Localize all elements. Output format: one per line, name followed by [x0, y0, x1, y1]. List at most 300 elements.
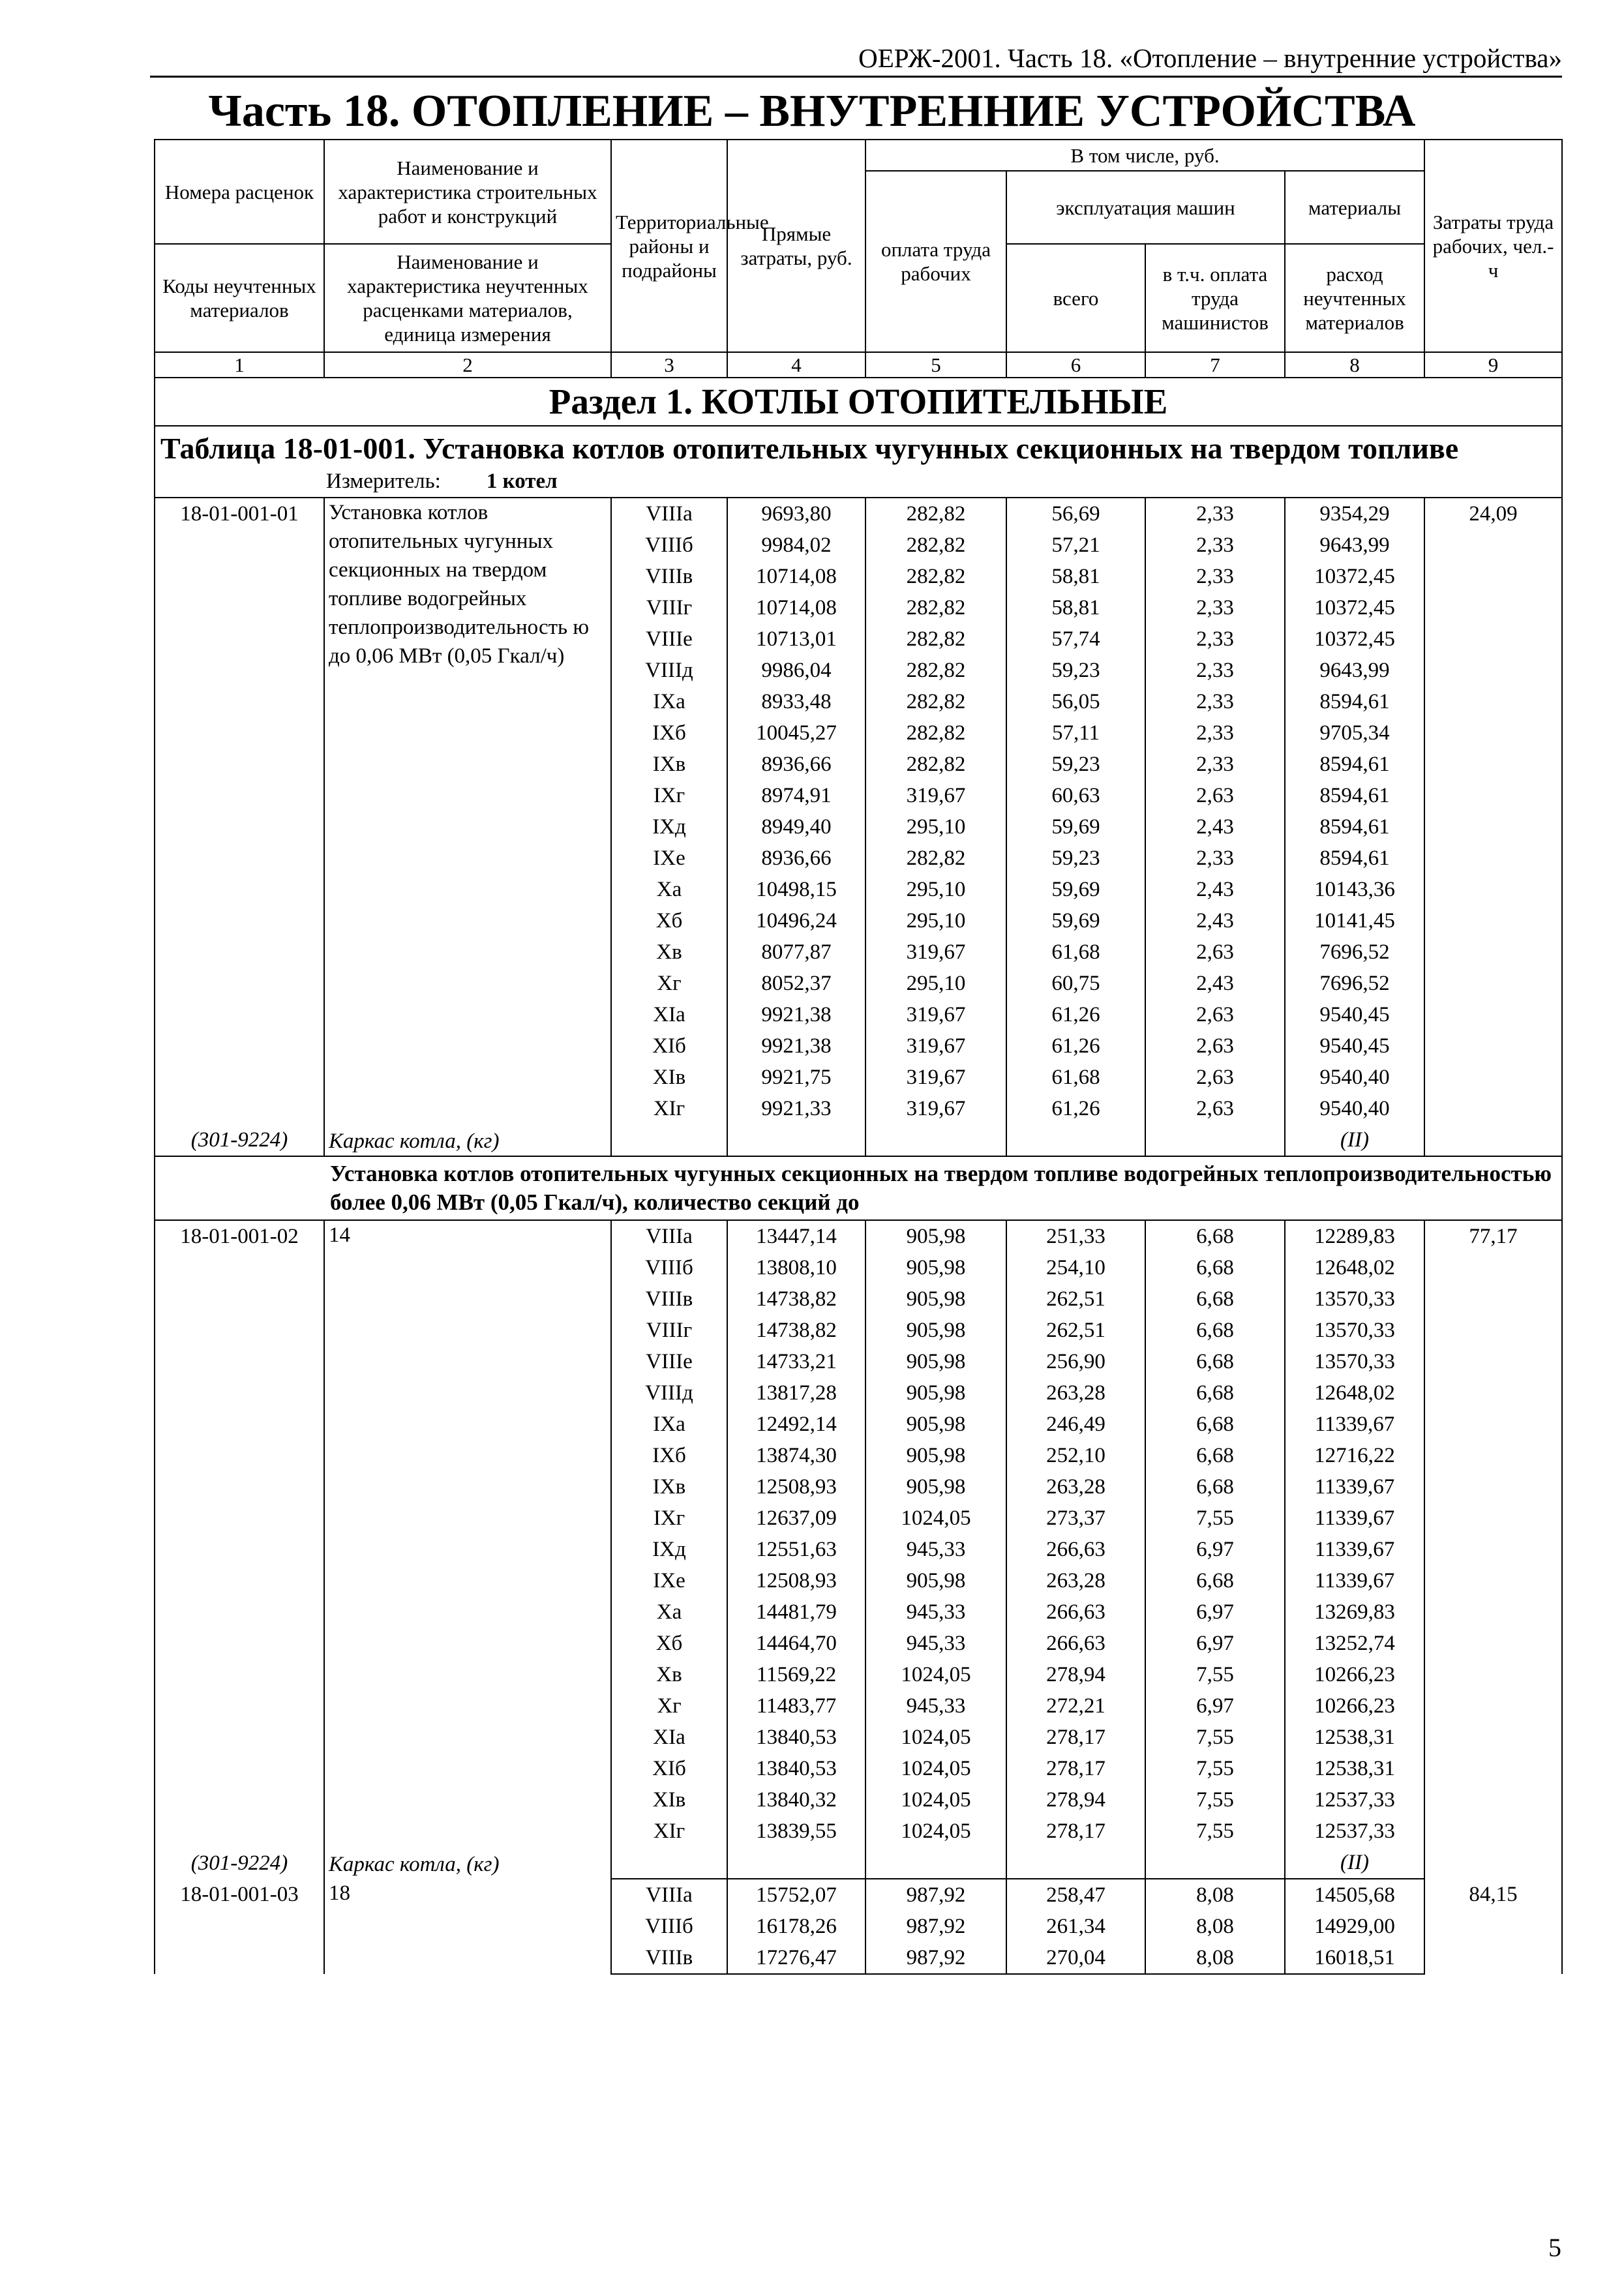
material-name: Каркас котла, (кг) — [329, 1130, 500, 1153]
machinist-pay-cell: 2,63 — [1145, 1062, 1285, 1093]
direct-costs-cell: 14738,82 — [727, 1315, 865, 1346]
table-row — [155, 1879, 1562, 1911]
header-col6: всего — [1006, 244, 1145, 352]
machinist-pay-cell: 6,68 — [1145, 1220, 1285, 1252]
header-incl: В том числе, руб. — [865, 140, 1424, 171]
territory-cell: IXа — [611, 686, 727, 717]
territory-cell — [611, 1124, 727, 1156]
worker-pay-cell: 905,98 — [865, 1471, 1006, 1503]
material-quantity: (II) — [1285, 1847, 1424, 1879]
header-col8: расход неучтенных материалов — [1285, 244, 1424, 352]
territory-cell: VIIIе — [611, 623, 727, 655]
worker-pay-cell: 282,82 — [865, 655, 1006, 686]
direct-costs-cell: 9986,04 — [727, 655, 865, 686]
machines-total-cell: 266,63 — [1006, 1628, 1145, 1659]
materials-cell: 10372,45 — [1285, 592, 1424, 623]
col-number: 8 — [1285, 352, 1424, 378]
header-col5: оплата труда рабочих — [865, 171, 1006, 352]
worker-pay-cell: 282,82 — [865, 717, 1006, 749]
direct-costs-cell: 10714,08 — [727, 561, 865, 592]
worker-pay-cell: 1024,05 — [865, 1722, 1006, 1753]
machines-total-cell: 59,69 — [1006, 811, 1145, 843]
territory-cell: VIIIг — [611, 592, 727, 623]
rates-table — [154, 139, 1563, 1975]
materials-cell: 9705,34 — [1285, 717, 1424, 749]
measure-label: Измеритель: — [326, 470, 441, 493]
machines-total-cell: 258,47 — [1006, 1879, 1145, 1911]
territory-cell: XIв — [611, 1062, 727, 1093]
direct-costs-cell: 16178,26 — [727, 1911, 865, 1942]
direct-costs-cell: 8949,40 — [727, 811, 865, 843]
worker-pay-cell: 905,98 — [865, 1409, 1006, 1440]
materials-cell: 9540,45 — [1285, 1030, 1424, 1062]
machinist-pay-cell: 6,68 — [1145, 1315, 1285, 1346]
machinist-pay-cell: 6,68 — [1145, 1409, 1285, 1440]
machines-total-cell: 278,17 — [1006, 1722, 1145, 1753]
worker-pay-cell: 1024,05 — [865, 1816, 1006, 1847]
machinist-pay-cell: 2,33 — [1145, 655, 1285, 686]
territory-cell: VIIIг — [611, 1315, 727, 1346]
worker-pay-cell: 945,33 — [865, 1534, 1006, 1565]
table-row — [155, 1220, 1562, 1252]
machinist-pay-cell: 7,55 — [1145, 1784, 1285, 1816]
worker-pay-cell: 945,33 — [865, 1628, 1006, 1659]
direct-costs-cell: 9693,80 — [727, 498, 865, 530]
measure-row — [155, 466, 1562, 498]
worker-pay-cell: 945,33 — [865, 1596, 1006, 1628]
worker-pay-cell: 905,98 — [865, 1346, 1006, 1377]
machines-total-cell: 278,17 — [1006, 1816, 1145, 1847]
worker-pay-cell: 282,82 — [865, 749, 1006, 780]
territory-cell: VIIIв — [611, 1283, 727, 1315]
machines-total-cell: 256,90 — [1006, 1346, 1145, 1377]
machinist-pay-cell: 7,55 — [1145, 1659, 1285, 1690]
direct-costs-cell: 13839,55 — [727, 1816, 865, 1847]
worker-pay-cell: 987,92 — [865, 1911, 1006, 1942]
rate-description — [324, 498, 611, 1156]
materials-cell: 9643,99 — [1285, 655, 1424, 686]
worker-pay-cell: 282,82 — [865, 561, 1006, 592]
machinist-pay-cell: 6,68 — [1145, 1252, 1285, 1283]
col-number: 4 — [727, 352, 865, 378]
worker-pay-cell: 1024,05 — [865, 1503, 1006, 1534]
direct-costs-cell: 14738,82 — [727, 1283, 865, 1315]
direct-costs-cell: 13840,32 — [727, 1784, 865, 1816]
machinist-pay-cell: 2,33 — [1145, 749, 1285, 780]
header-col9: Затраты труда рабочих, чел.-ч — [1424, 140, 1562, 352]
territory-cell: VIIIе — [611, 1346, 727, 1377]
direct-costs-cell: 12508,93 — [727, 1565, 865, 1596]
worker-pay-cell — [865, 1124, 1006, 1156]
rate-code — [155, 1220, 324, 1879]
machines-total-cell: 263,28 — [1006, 1565, 1145, 1596]
header-col1-bottom: Коды неучтенных материалов — [155, 244, 324, 352]
materials-cell: 9540,40 — [1285, 1093, 1424, 1124]
materials-cell: 9540,45 — [1285, 999, 1424, 1030]
worker-pay-cell: 319,67 — [865, 780, 1006, 811]
machinist-pay-cell: 2,43 — [1145, 968, 1285, 999]
direct-costs-cell: 13874,30 — [727, 1440, 865, 1471]
table-body — [155, 378, 1562, 1974]
worker-pay-cell: 319,67 — [865, 1062, 1006, 1093]
materials-cell: 11339,67 — [1285, 1565, 1424, 1596]
machinist-pay-cell: 2,63 — [1145, 780, 1285, 811]
direct-costs-cell: 9921,33 — [727, 1093, 865, 1124]
machinist-pay-cell: 8,08 — [1145, 1911, 1285, 1942]
measure-value: 1 котел — [486, 470, 558, 493]
worker-pay-cell: 905,98 — [865, 1220, 1006, 1252]
machines-total-cell: 60,63 — [1006, 780, 1145, 811]
col-number: 9 — [1424, 352, 1562, 378]
machinist-pay-cell: 2,63 — [1145, 1093, 1285, 1124]
machinist-pay-cell: 2,33 — [1145, 592, 1285, 623]
territory-cell: IXе — [611, 1565, 727, 1596]
direct-costs-cell: 10045,27 — [727, 717, 865, 749]
direct-costs-cell: 13840,53 — [727, 1722, 865, 1753]
direct-costs-cell: 9921,38 — [727, 999, 865, 1030]
materials-cell: 12716,22 — [1285, 1440, 1424, 1471]
machinist-pay-cell: 2,33 — [1145, 498, 1285, 530]
machinist-pay-cell: 6,97 — [1145, 1596, 1285, 1628]
territory-cell: IXг — [611, 1503, 727, 1534]
territory-cell: IXг — [611, 780, 727, 811]
materials-cell: 10141,45 — [1285, 905, 1424, 936]
direct-costs-cell: 11569,22 — [727, 1659, 865, 1690]
rate-code — [155, 498, 324, 1156]
machinist-pay-cell: 7,55 — [1145, 1722, 1285, 1753]
territory-cell: Xг — [611, 1690, 727, 1722]
worker-pay-cell: 295,10 — [865, 874, 1006, 905]
materials-cell: 12538,31 — [1285, 1753, 1424, 1784]
territory-cell: XIб — [611, 1753, 727, 1784]
machines-total-cell: 60,75 — [1006, 968, 1145, 999]
rate-code-text: 18-01-001-02 — [180, 1225, 299, 1248]
worker-pay-cell: 295,10 — [865, 811, 1006, 843]
worker-pay-cell: 987,92 — [865, 1942, 1006, 1974]
materials-cell: 12648,02 — [1285, 1252, 1424, 1283]
worker-pay-cell: 905,98 — [865, 1440, 1006, 1471]
materials-cell: 12537,33 — [1285, 1784, 1424, 1816]
direct-costs-cell: 13808,10 — [727, 1252, 865, 1283]
machinist-pay-cell: 6,97 — [1145, 1690, 1285, 1722]
machines-total-cell: 59,23 — [1006, 843, 1145, 874]
machinist-pay-cell: 6,68 — [1145, 1283, 1285, 1315]
direct-costs-cell — [727, 1124, 865, 1156]
direct-costs-cell: 12551,63 — [727, 1534, 865, 1565]
machines-total-cell: 270,04 — [1006, 1942, 1145, 1974]
direct-costs-cell: 10496,24 — [727, 905, 865, 936]
worker-pay-cell: 1024,05 — [865, 1659, 1006, 1690]
territory-cell: XIв — [611, 1784, 727, 1816]
direct-costs-cell: 8933,48 — [727, 686, 865, 717]
rate-code-text: 18-01-001-01 — [180, 502, 299, 526]
materials-cell: 11339,67 — [1285, 1534, 1424, 1565]
territory-cell: VIIIа — [611, 1879, 727, 1911]
territory-cell: IXв — [611, 1471, 727, 1503]
direct-costs-cell: 9984,02 — [727, 530, 865, 561]
territory-cell: XIа — [611, 999, 727, 1030]
direct-costs-cell: 14481,79 — [727, 1596, 865, 1628]
table-header — [155, 140, 1562, 378]
machinist-pay-cell — [1145, 1847, 1285, 1879]
header-col4: Прямые затраты, руб. — [727, 140, 865, 352]
rate-description: 18 — [324, 1879, 611, 1974]
materials-cell: 8594,61 — [1285, 843, 1424, 874]
direct-costs-cell: 8077,87 — [727, 936, 865, 968]
materials-cell: 9540,40 — [1285, 1062, 1424, 1093]
direct-costs-cell: 12637,09 — [727, 1503, 865, 1534]
machines-total-cell — [1006, 1124, 1145, 1156]
material-name: Каркас котла, (кг) — [329, 1853, 500, 1876]
machinist-pay-cell: 2,43 — [1145, 811, 1285, 843]
machinist-pay-cell: 6,68 — [1145, 1440, 1285, 1471]
direct-costs-cell: 8936,66 — [727, 843, 865, 874]
worker-pay-cell: 319,67 — [865, 1030, 1006, 1062]
machines-total-cell: 56,69 — [1006, 498, 1145, 530]
territory-cell: Xа — [611, 1596, 727, 1628]
materials-cell: 11339,67 — [1285, 1503, 1424, 1534]
territory-cell: VIIIб — [611, 530, 727, 561]
col-number: 5 — [865, 352, 1006, 378]
territory-cell: IXб — [611, 1440, 727, 1471]
worker-pay-cell: 1024,05 — [865, 1784, 1006, 1816]
machines-total-cell: 266,63 — [1006, 1596, 1145, 1628]
materials-cell: 16018,51 — [1285, 1942, 1424, 1974]
materials-cell: 14505,68 — [1285, 1879, 1424, 1911]
territory-cell: IXб — [611, 717, 727, 749]
materials-cell: 8594,61 — [1285, 811, 1424, 843]
machinist-pay-cell: 6,97 — [1145, 1534, 1285, 1565]
machines-total-cell: 57,74 — [1006, 623, 1145, 655]
col-number: 3 — [611, 352, 727, 378]
machinist-pay-cell: 2,43 — [1145, 905, 1285, 936]
machines-total-cell: 254,10 — [1006, 1252, 1145, 1283]
machines-total-cell: 58,81 — [1006, 592, 1145, 623]
materials-cell: 12289,83 — [1285, 1220, 1424, 1252]
territory-cell: Xа — [611, 874, 727, 905]
materials-cell: 10266,23 — [1285, 1659, 1424, 1690]
worker-pay-cell: 282,82 — [865, 498, 1006, 530]
worker-pay-cell: 295,10 — [865, 905, 1006, 936]
machines-total-cell: 57,11 — [1006, 717, 1145, 749]
materials-cell: 13570,33 — [1285, 1283, 1424, 1315]
territory-cell: XIб — [611, 1030, 727, 1062]
territory-cell — [611, 1847, 727, 1879]
section-title: Раздел 1. КОТЛЫ ОТОПИТЕЛЬНЫЕ — [155, 378, 1562, 426]
territory-cell: XIг — [611, 1816, 727, 1847]
direct-costs-cell: 9921,38 — [727, 1030, 865, 1062]
machinist-pay-cell: 2,33 — [1145, 623, 1285, 655]
machines-total-cell: 278,94 — [1006, 1659, 1145, 1690]
header-materials: материалы — [1285, 171, 1424, 244]
machinist-pay-cell: 8,08 — [1145, 1942, 1285, 1974]
territory-cell: IXд — [611, 811, 727, 843]
machinist-pay-cell: 6,68 — [1145, 1565, 1285, 1596]
header-col7: в т.ч. оплата труда машинистов — [1145, 244, 1285, 352]
col-number: 7 — [1145, 352, 1285, 378]
territory-cell: Xв — [611, 936, 727, 968]
rate-code: 18-01-001-03 — [155, 1879, 324, 1974]
territory-cell: XIг — [611, 1093, 727, 1124]
material-code: (301-9224) — [190, 1851, 288, 1875]
territory-cell: VIIIб — [611, 1911, 727, 1942]
machines-total-cell: 61,26 — [1006, 1093, 1145, 1124]
territory-cell: VIIIв — [611, 561, 727, 592]
worker-pay-cell: 282,82 — [865, 686, 1006, 717]
machines-total-cell: 263,28 — [1006, 1471, 1145, 1503]
materials-cell: 13570,33 — [1285, 1346, 1424, 1377]
materials-cell: 12538,31 — [1285, 1722, 1424, 1753]
materials-cell: 13269,83 — [1285, 1596, 1424, 1628]
machines-total-cell: 59,23 — [1006, 655, 1145, 686]
col-number: 6 — [1006, 352, 1145, 378]
machines-total-cell: 278,94 — [1006, 1784, 1145, 1816]
direct-costs-cell: 9921,75 — [727, 1062, 865, 1093]
worker-pay-cell: 319,67 — [865, 936, 1006, 968]
machinist-pay-cell: 2,33 — [1145, 530, 1285, 561]
direct-costs-cell: 10713,01 — [727, 623, 865, 655]
direct-costs-cell: 15752,07 — [727, 1879, 865, 1911]
machines-total-cell: 59,69 — [1006, 874, 1145, 905]
worker-pay-cell: 905,98 — [865, 1565, 1006, 1596]
territory-cell: IXа — [611, 1409, 727, 1440]
territory-cell: IXе — [611, 843, 727, 874]
direct-costs-cell: 8974,91 — [727, 780, 865, 811]
direct-costs-cell: 10498,15 — [727, 874, 865, 905]
direct-costs-cell: 17276,47 — [727, 1942, 865, 1974]
territory-cell: Xг — [611, 968, 727, 999]
subheading: Установка котлов отопительных чугунных секционных на твердом топливе водогрейных теплопроизводительностью более 0,06 МВт (0,05 Гкал/ч), количество секций до — [155, 1156, 1562, 1220]
worker-pay-cell: 282,82 — [865, 592, 1006, 623]
worker-pay-cell: 905,98 — [865, 1252, 1006, 1283]
materials-cell: 11339,67 — [1285, 1409, 1424, 1440]
header-machines: эксплуатация машин — [1006, 171, 1285, 244]
direct-costs-cell: 13817,28 — [727, 1377, 865, 1409]
worker-pay-cell: 282,82 — [865, 623, 1006, 655]
rate-description-text: 14 — [329, 1223, 350, 1247]
direct-costs-cell: 13840,53 — [727, 1753, 865, 1784]
machines-total-cell: 59,69 — [1006, 905, 1145, 936]
materials-cell: 7696,52 — [1285, 936, 1424, 968]
direct-costs-cell: 8936,66 — [727, 749, 865, 780]
direct-costs-cell: 10714,08 — [727, 592, 865, 623]
machines-total-cell: 273,37 — [1006, 1503, 1145, 1534]
labor-cost: 77,17 — [1424, 1220, 1562, 1879]
direct-costs-cell: 12508,93 — [727, 1471, 865, 1503]
machines-total-cell: 266,63 — [1006, 1534, 1145, 1565]
header-col1-top: Номера расценок — [155, 140, 324, 244]
materials-cell: 9354,29 — [1285, 498, 1424, 530]
machines-total-cell: 61,26 — [1006, 1030, 1145, 1062]
column-numbers-row — [155, 352, 1562, 378]
worker-pay-cell: 282,82 — [865, 843, 1006, 874]
machines-total-cell: 58,81 — [1006, 561, 1145, 592]
col-number: 1 — [155, 352, 324, 378]
territory-cell: Xв — [611, 1659, 727, 1690]
materials-cell: 9643,99 — [1285, 530, 1424, 561]
territory-cell: VIIIб — [611, 1252, 727, 1283]
territory-cell: VIIIд — [611, 655, 727, 686]
machines-total-cell: 56,05 — [1006, 686, 1145, 717]
machinist-pay-cell: 2,33 — [1145, 686, 1285, 717]
materials-cell: 11339,67 — [1285, 1471, 1424, 1503]
machines-total-cell: 261,34 — [1006, 1911, 1145, 1942]
materials-cell: 8594,61 — [1285, 686, 1424, 717]
worker-pay-cell: 987,92 — [865, 1879, 1006, 1911]
machinist-pay-cell: 6,97 — [1145, 1628, 1285, 1659]
machinist-pay-cell: 6,68 — [1145, 1346, 1285, 1377]
machinist-pay-cell — [1145, 1124, 1285, 1156]
worker-pay-cell: 282,82 — [865, 530, 1006, 561]
machines-total-cell: 272,21 — [1006, 1690, 1145, 1722]
machinist-pay-cell: 7,55 — [1145, 1816, 1285, 1847]
materials-cell: 10143,36 — [1285, 874, 1424, 905]
direct-costs-cell: 14733,21 — [727, 1346, 865, 1377]
worker-pay-cell: 1024,05 — [865, 1753, 1006, 1784]
worker-pay-cell — [865, 1847, 1006, 1879]
machinist-pay-cell: 2,33 — [1145, 717, 1285, 749]
territory-cell: IXв — [611, 749, 727, 780]
machines-total-cell: 61,68 — [1006, 936, 1145, 968]
machines-total-cell — [1006, 1847, 1145, 1879]
table-title: Таблица 18-01-001. Установка котлов отопительных чугунных секционных на твердом топливе — [155, 426, 1562, 466]
direct-costs-cell: 8052,37 — [727, 968, 865, 999]
worker-pay-cell: 905,98 — [865, 1315, 1006, 1346]
materials-cell: 8594,61 — [1285, 780, 1424, 811]
materials-cell: 13252,74 — [1285, 1628, 1424, 1659]
machines-total-cell: 278,17 — [1006, 1753, 1145, 1784]
header-col3: Территориальные районы и подрайоны — [611, 140, 727, 352]
material-quantity: (II) — [1285, 1124, 1424, 1156]
machines-total-cell: 251,33 — [1006, 1220, 1145, 1252]
direct-costs-cell — [727, 1847, 865, 1879]
materials-cell: 14929,00 — [1285, 1911, 1424, 1942]
labor-cost: 84,15 — [1424, 1879, 1562, 1974]
machines-total-cell: 246,49 — [1006, 1409, 1145, 1440]
machines-total-cell: 59,23 — [1006, 749, 1145, 780]
machinist-pay-cell: 2,63 — [1145, 1030, 1285, 1062]
worker-pay-cell: 319,67 — [865, 999, 1006, 1030]
materials-cell: 10372,45 — [1285, 623, 1424, 655]
machinist-pay-cell: 2,33 — [1145, 561, 1285, 592]
machinist-pay-cell: 7,55 — [1145, 1503, 1285, 1534]
direct-costs-cell: 14464,70 — [727, 1628, 865, 1659]
machines-total-cell: 61,68 — [1006, 1062, 1145, 1093]
col-number: 2 — [324, 352, 611, 378]
materials-cell: 12648,02 — [1285, 1377, 1424, 1409]
machinist-pay-cell: 2,33 — [1145, 843, 1285, 874]
table-row — [155, 498, 1562, 530]
territory-cell: VIIIд — [611, 1377, 727, 1409]
machines-total-cell: 262,51 — [1006, 1283, 1145, 1315]
territory-cell: VIIIа — [611, 498, 727, 530]
direct-costs-cell: 13447,14 — [727, 1220, 865, 1252]
worker-pay-cell: 905,98 — [865, 1377, 1006, 1409]
machinist-pay-cell: 2,63 — [1145, 936, 1285, 968]
materials-cell: 7696,52 — [1285, 968, 1424, 999]
materials-cell: 10266,23 — [1285, 1690, 1424, 1722]
machinist-pay-cell: 6,68 — [1145, 1377, 1285, 1409]
material-code: (301-9224) — [190, 1128, 288, 1152]
territory-cell: VIIIв — [611, 1942, 727, 1974]
labor-cost: 24,09 — [1424, 498, 1562, 1156]
machinist-pay-cell: 7,55 — [1145, 1753, 1285, 1784]
materials-cell: 8594,61 — [1285, 749, 1424, 780]
rate-description — [324, 1220, 611, 1879]
territory-cell: IXд — [611, 1534, 727, 1565]
page-number: 5 — [1548, 2233, 1561, 2262]
machinist-pay-cell: 2,43 — [1145, 874, 1285, 905]
